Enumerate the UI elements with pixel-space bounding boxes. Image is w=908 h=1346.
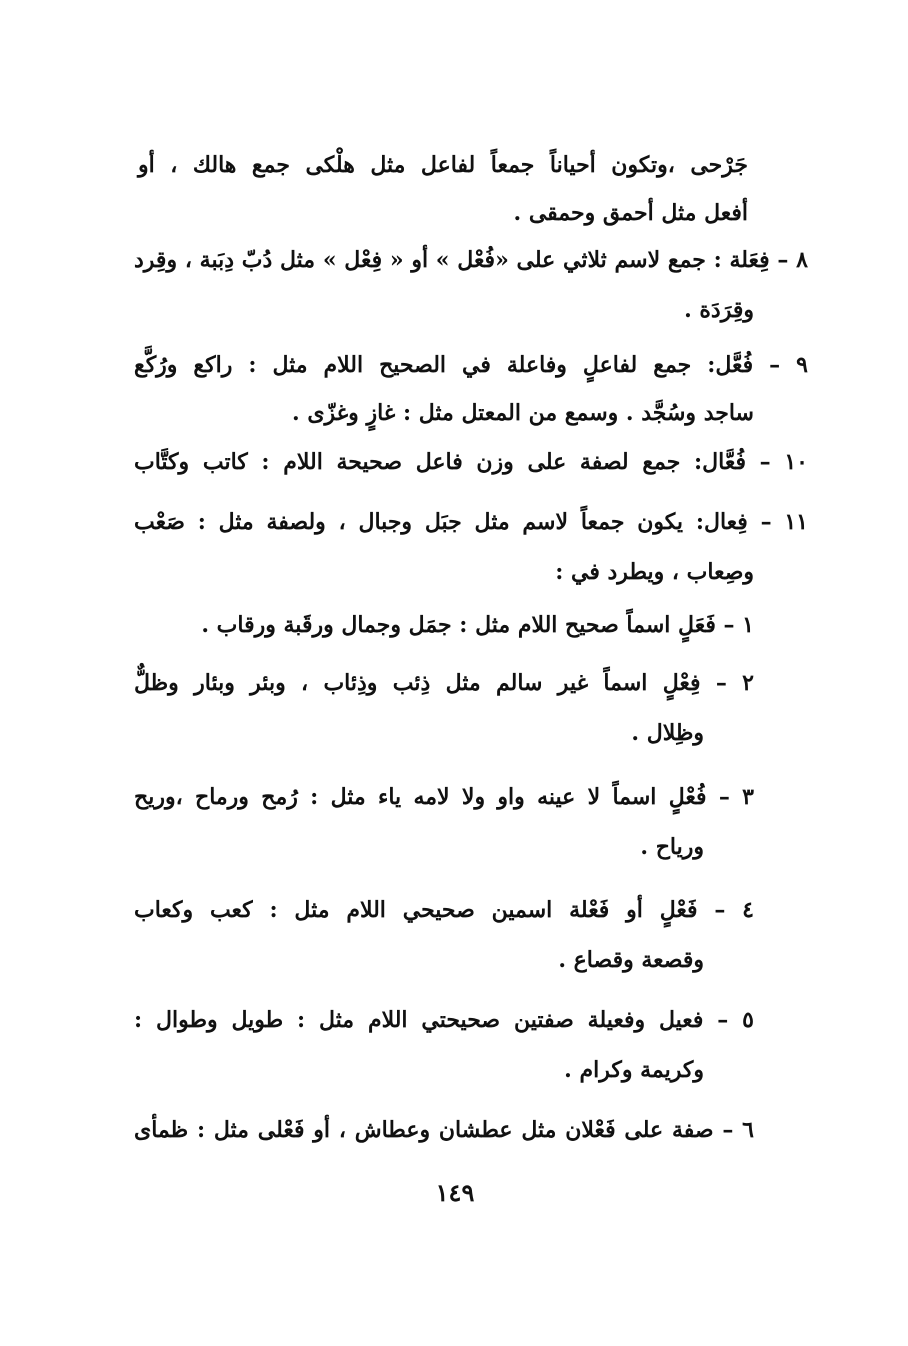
text-line: ٨ – فِعَلة : جمع لاسم ثلاثي على «فُعْل » أو « فِعْل » مثل دُبّ دِبَبة ، وقِرد bbox=[134, 247, 808, 273]
text-line: وكريمة وكرام . bbox=[564, 1057, 704, 1083]
text-line: وظِلال . bbox=[631, 720, 704, 746]
text-line: وصِعاب ، ويطرد في : bbox=[555, 559, 754, 585]
text-line: ٢ – فِعْلٍ اسماً غير سالم مثل ذِئب وذِئاب ، وبئر وبئار وظلٌّ bbox=[134, 670, 754, 696]
text-line: ورياح . bbox=[640, 834, 704, 860]
text-line: ٣ – فُعْلٍ اسماً لا عينه واو ولا لامه ياء مثل : رُمح ورماح ،وريح bbox=[134, 784, 754, 810]
text-line: ١ – فَعَلٍ اسماً صحيح اللام مثل : جمَل وجمال ورقَبة ورقاب . bbox=[201, 612, 754, 638]
text-line: ١١ – فِعال: يكون جمعاً لاسم مثل جبَل وجبال ، ولصفة مثل : صَعْب bbox=[134, 509, 808, 535]
text-line: وقِرَدَة . bbox=[684, 297, 754, 323]
text-line: ساجد وسُجَّد . وسمع من المعتل مثل : غازٍ وغزّى . bbox=[292, 400, 754, 426]
text-line: وقصعة وقصاع . bbox=[558, 947, 704, 973]
text-line: جَرْحى ،وتكون أحياناً جمعاً لفاعل مثل هلْكى جمع هالك ، أو bbox=[138, 152, 748, 178]
text-line: ١٠ – فُعَّال: جمع لصفة على وزن فاعل صحيحة اللام : كاتب وكتَّاب bbox=[134, 449, 808, 475]
text-line: ٦ – صفة على فَعْلان مثل عطشان وعطاش ، أو فَعْلى مثل : ظمأى bbox=[134, 1117, 754, 1143]
text-line: أفعل مثل أحمق وحمقى . bbox=[513, 200, 748, 226]
text-line: ٤ – فَعْلٍ أو فَعْلة اسمين صحيحي اللام مثل : كعب وكعاب bbox=[134, 897, 754, 923]
text-line: ٥ – فعيل وفعيلة صفتين صحيحتي اللام مثل : طويل وطوال : bbox=[134, 1007, 754, 1033]
page-number: ١٤٩ bbox=[435, 1178, 475, 1207]
text-line: ٩ – فُعَّل: جمع لفاعلٍ وفاعلة في الصحيح اللام مثل : راكع ورُكَّع bbox=[134, 352, 808, 378]
